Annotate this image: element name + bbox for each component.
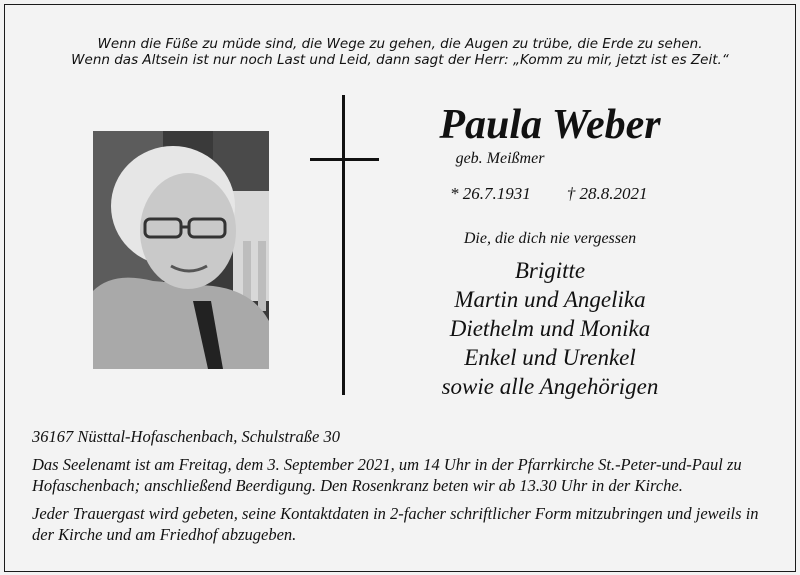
mourner-name: Martin und Angelika bbox=[454, 287, 646, 312]
mourner-name: Brigitte bbox=[514, 258, 586, 283]
mourner-name: sowie alle Angehörigen bbox=[441, 374, 659, 399]
cross-icon bbox=[342, 95, 345, 395]
guest-note: Jeder Trauergast wird gebeten, seine Kontaktdaten in 2-facher schriftlicher Form mitzubringen und jeweils in der Kirche und am Friedhof abzugeben. bbox=[32, 504, 759, 544]
poem-line-2: Wenn das Altsein ist nur noch Last und Leid, dann sagt der Herr: „Komm zu mir, jetzt ist es Zeit.“ bbox=[71, 52, 729, 68]
address: 36167 Nüsttal-Hofaschenbach, Schulstraße 30 bbox=[32, 427, 340, 446]
mourners-intro: Die, die dich nie vergessen bbox=[463, 230, 637, 247]
service-text: Das Seelenamt ist am Freitag, dem 3. September 2021, um 14 Uhr in der Pfarrkirche St.-Peter-und-Paul zu Hofaschenbach; anschließend Beerdigung. Den Rosenkranz beten wir ab 13.30 Uhr in der Kirche. bbox=[32, 455, 742, 495]
poem-line-1: Wenn die Füße zu müde sind, die Wege zu gehen, die Augen zu trübe, die Erde zu sehen. bbox=[97, 36, 703, 52]
poem bbox=[0, 36, 800, 68]
birth-name: geb. Meißmer bbox=[455, 150, 545, 167]
portrait-image bbox=[93, 131, 269, 369]
deceased-name: Paula Weber bbox=[439, 102, 661, 148]
birth-date: * 26.7.1931 bbox=[450, 184, 531, 203]
mourner-name: Enkel und Urenkel bbox=[464, 345, 636, 370]
death-date: † 28.8.2021 bbox=[566, 184, 648, 203]
mourner-name: Diethelm und Monika bbox=[449, 316, 651, 341]
cross-icon-bar bbox=[310, 158, 379, 161]
portrait-photo bbox=[93, 131, 269, 369]
mourners-list bbox=[400, 256, 700, 401]
life-dates bbox=[450, 184, 648, 204]
